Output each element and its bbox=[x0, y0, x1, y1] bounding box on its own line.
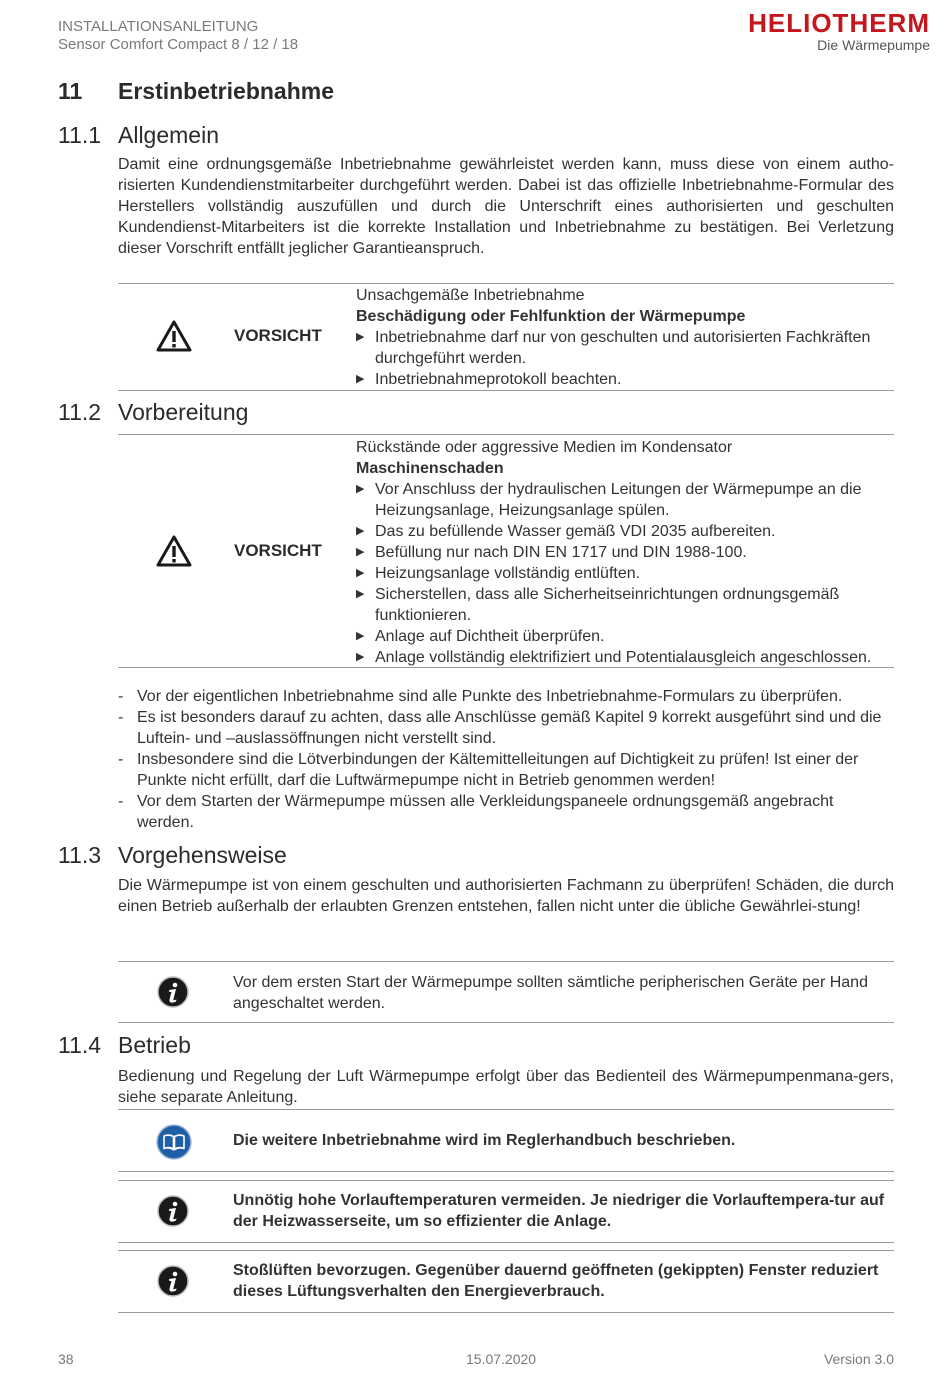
list-item: ▶ Inbetriebnahme darf nur von geschulten und autorisierten Fachkräften durchgeführt werden. bbox=[356, 327, 896, 369]
divider bbox=[118, 1109, 894, 1110]
chapter-heading bbox=[58, 76, 334, 106]
warning-triangle-icon bbox=[156, 535, 192, 567]
manual-book-icon bbox=[156, 1124, 192, 1160]
divider bbox=[118, 1312, 894, 1313]
info-note: Stoßlüften bevorzugen. Gegenüber dauernd geöffneten (gekippten) Fenster reduziert dieses Lüftungsverhalten den Energieverbrauch. bbox=[233, 1262, 879, 1300]
product-name: Sensor Comfort Compact 8 / 12 / 18 bbox=[58, 36, 299, 53]
info-icon bbox=[157, 1195, 189, 1227]
list-item: - Insbesondere sind die Lötverbindungen der Kältemittelleitungen auf Dichtigkeit zu prüfen! Ist einer der Punkte nicht erfüllt, darf die Luftwärmepumpe nicht in Betrieb genommen werden! bbox=[118, 749, 894, 791]
list-item: ▶ Heizungsanlage vollständig entlüften. bbox=[356, 563, 896, 584]
divider bbox=[118, 1180, 894, 1181]
chapter-number: 11 bbox=[58, 78, 83, 104]
info-icon bbox=[157, 1265, 189, 1297]
warning-content bbox=[356, 437, 896, 668]
warning-content bbox=[356, 285, 896, 390]
divider bbox=[118, 1242, 894, 1243]
list-item: - Vor dem Starten der Wärmepumpe müssen alle Verkleidungspaneele ordnungsgemäß angebracht werden. bbox=[118, 791, 894, 833]
section-paragraph: Damit eine ordnungsgemäße Inbetriebnahme gewährleistet werden kann, muss diese von einem autho-risierten Kundendienstmitarbeiter durchgeführt werden. Dabei ist das offizielle Inbetriebnahme-Formular des Herstellers vollständig auszufüllen und durch die Unterschrift eines authorisierten und geschulten Kundendienst-Mitarbeiters ist die korrekte Installation und Inbetriebnahme zu bestätigen. Bei Verletzung dieser Vorschrift entfällt jeglicher Garantieanspruch. bbox=[118, 156, 894, 257]
manual-note: Die weitere Inbetriebnahme wird im Reglerhandbuch beschrieben. bbox=[233, 1132, 736, 1149]
section-paragraph: Die Wärmepumpe ist von einem geschulten und authorisierten Fachmann zu überprüfen! Schäden, die durch einen Betrieb außerhalb der erlaubten Grenzen entstehen, fallen nicht unter die übliche Gewährlei-stung! bbox=[118, 877, 894, 915]
list-item: ▶ Vor Anschluss der hydraulischen Leitungen der Wärmepumpe an die Heizungsanlage, Heizungsanlage spülen. bbox=[356, 479, 896, 521]
warning-label: VORSICHT bbox=[234, 541, 322, 560]
info-note: Vor dem ersten Start der Wärmepumpe sollten sämtliche peripherischen Geräte per Hand angeschaltet werden. bbox=[233, 974, 868, 1012]
preparation-list bbox=[118, 686, 894, 833]
section-title: Betrieb bbox=[118, 1032, 191, 1058]
list-item: ▶ Das zu befüllende Wasser gemäß VDI 2035 aufbereiten. bbox=[356, 521, 896, 542]
section-heading-vorbereitung bbox=[58, 397, 248, 427]
section-heading-betrieb bbox=[58, 1030, 191, 1060]
divider bbox=[118, 283, 894, 284]
warning-label: VORSICHT bbox=[234, 326, 322, 345]
list-item: ▶ Inbetriebnahmeprotokoll beachten. bbox=[356, 369, 896, 390]
divider bbox=[118, 961, 894, 962]
list-item: ▶ Anlage vollständig elektrifiziert und Potentialausgleich angeschlossen. bbox=[356, 647, 896, 668]
warning-subtitle: Maschinenschaden bbox=[356, 460, 504, 477]
warning-title: Unsachgemäße Inbetriebnahme bbox=[356, 287, 585, 304]
divider bbox=[118, 1022, 894, 1023]
brand-tagline: Die Wärmepumpe bbox=[817, 37, 930, 53]
section-title: Vorgehensweise bbox=[118, 842, 287, 868]
info-note: Unnötig hohe Vorlauftemperaturen vermeiden. Je niedriger die Vorlauftempera-tur auf der Heizwasserseite, um so effizienter die Anlage. bbox=[233, 1192, 885, 1230]
divider bbox=[118, 1250, 894, 1251]
section-title: Allgemein bbox=[118, 122, 219, 148]
list-item: - Vor der eigentlichen Inbetriebnahme sind alle Punkte des Inbetriebnahme-Formulars zu überprüfen. bbox=[118, 686, 894, 707]
section-number: 11.1 bbox=[58, 122, 102, 148]
page-number: 38 bbox=[58, 1351, 74, 1367]
section-title: Vorbereitung bbox=[118, 399, 249, 425]
warning-title: Rückstände oder aggressive Medien im Kondensator bbox=[356, 439, 733, 456]
section-paragraph: Bedienung und Regelung der Luft Wärmepumpe erfolgt über das Bedienteil des Wärmepumpenmana-gers, siehe separate Anleitung. bbox=[118, 1068, 894, 1106]
section-heading-allgemein bbox=[58, 120, 219, 150]
divider bbox=[118, 667, 894, 668]
list-item: ▶ Anlage auf Dichtheit überprüfen. bbox=[356, 626, 896, 647]
warning-subtitle: Beschädigung oder Fehlfunktion der Wärmepumpe bbox=[356, 308, 746, 325]
divider bbox=[118, 434, 894, 435]
section-number: 11.3 bbox=[58, 842, 102, 868]
section-heading-vorgehensweise bbox=[58, 840, 287, 870]
brand-logo bbox=[694, 8, 930, 54]
info-icon bbox=[157, 976, 189, 1008]
footer-version: Version 3.0 bbox=[823, 1351, 894, 1367]
brand-wordmark: HELIOTHERM bbox=[748, 8, 930, 38]
footer-date: 15.07.2020 bbox=[466, 1351, 537, 1367]
section-number: 11.2 bbox=[58, 399, 102, 425]
doc-type: INSTALLATIONSANLEITUNG bbox=[58, 18, 259, 35]
list-item: ▶ Befüllung nur nach DIN EN 1717 und DIN 1988-100. bbox=[356, 542, 896, 563]
divider bbox=[118, 390, 894, 391]
list-item: - Es ist besonders darauf zu achten, dass alle Anschlüsse gemäß Kapitel 9 korrekt ausgeführt sind und die Luftein- und –auslassöffnungen nicht verstellt sind. bbox=[118, 707, 894, 749]
warning-list bbox=[356, 327, 896, 390]
list-item: ▶ Sicherstellen, dass alle Sicherheitseinrichtungen ordnungsgemäß funktionieren. bbox=[356, 584, 896, 626]
divider bbox=[118, 1171, 894, 1172]
chapter-title: Erstinbetriebnahme bbox=[118, 78, 334, 104]
warning-triangle-icon bbox=[156, 320, 192, 352]
warning-list bbox=[356, 479, 896, 668]
section-number: 11.4 bbox=[58, 1032, 102, 1058]
